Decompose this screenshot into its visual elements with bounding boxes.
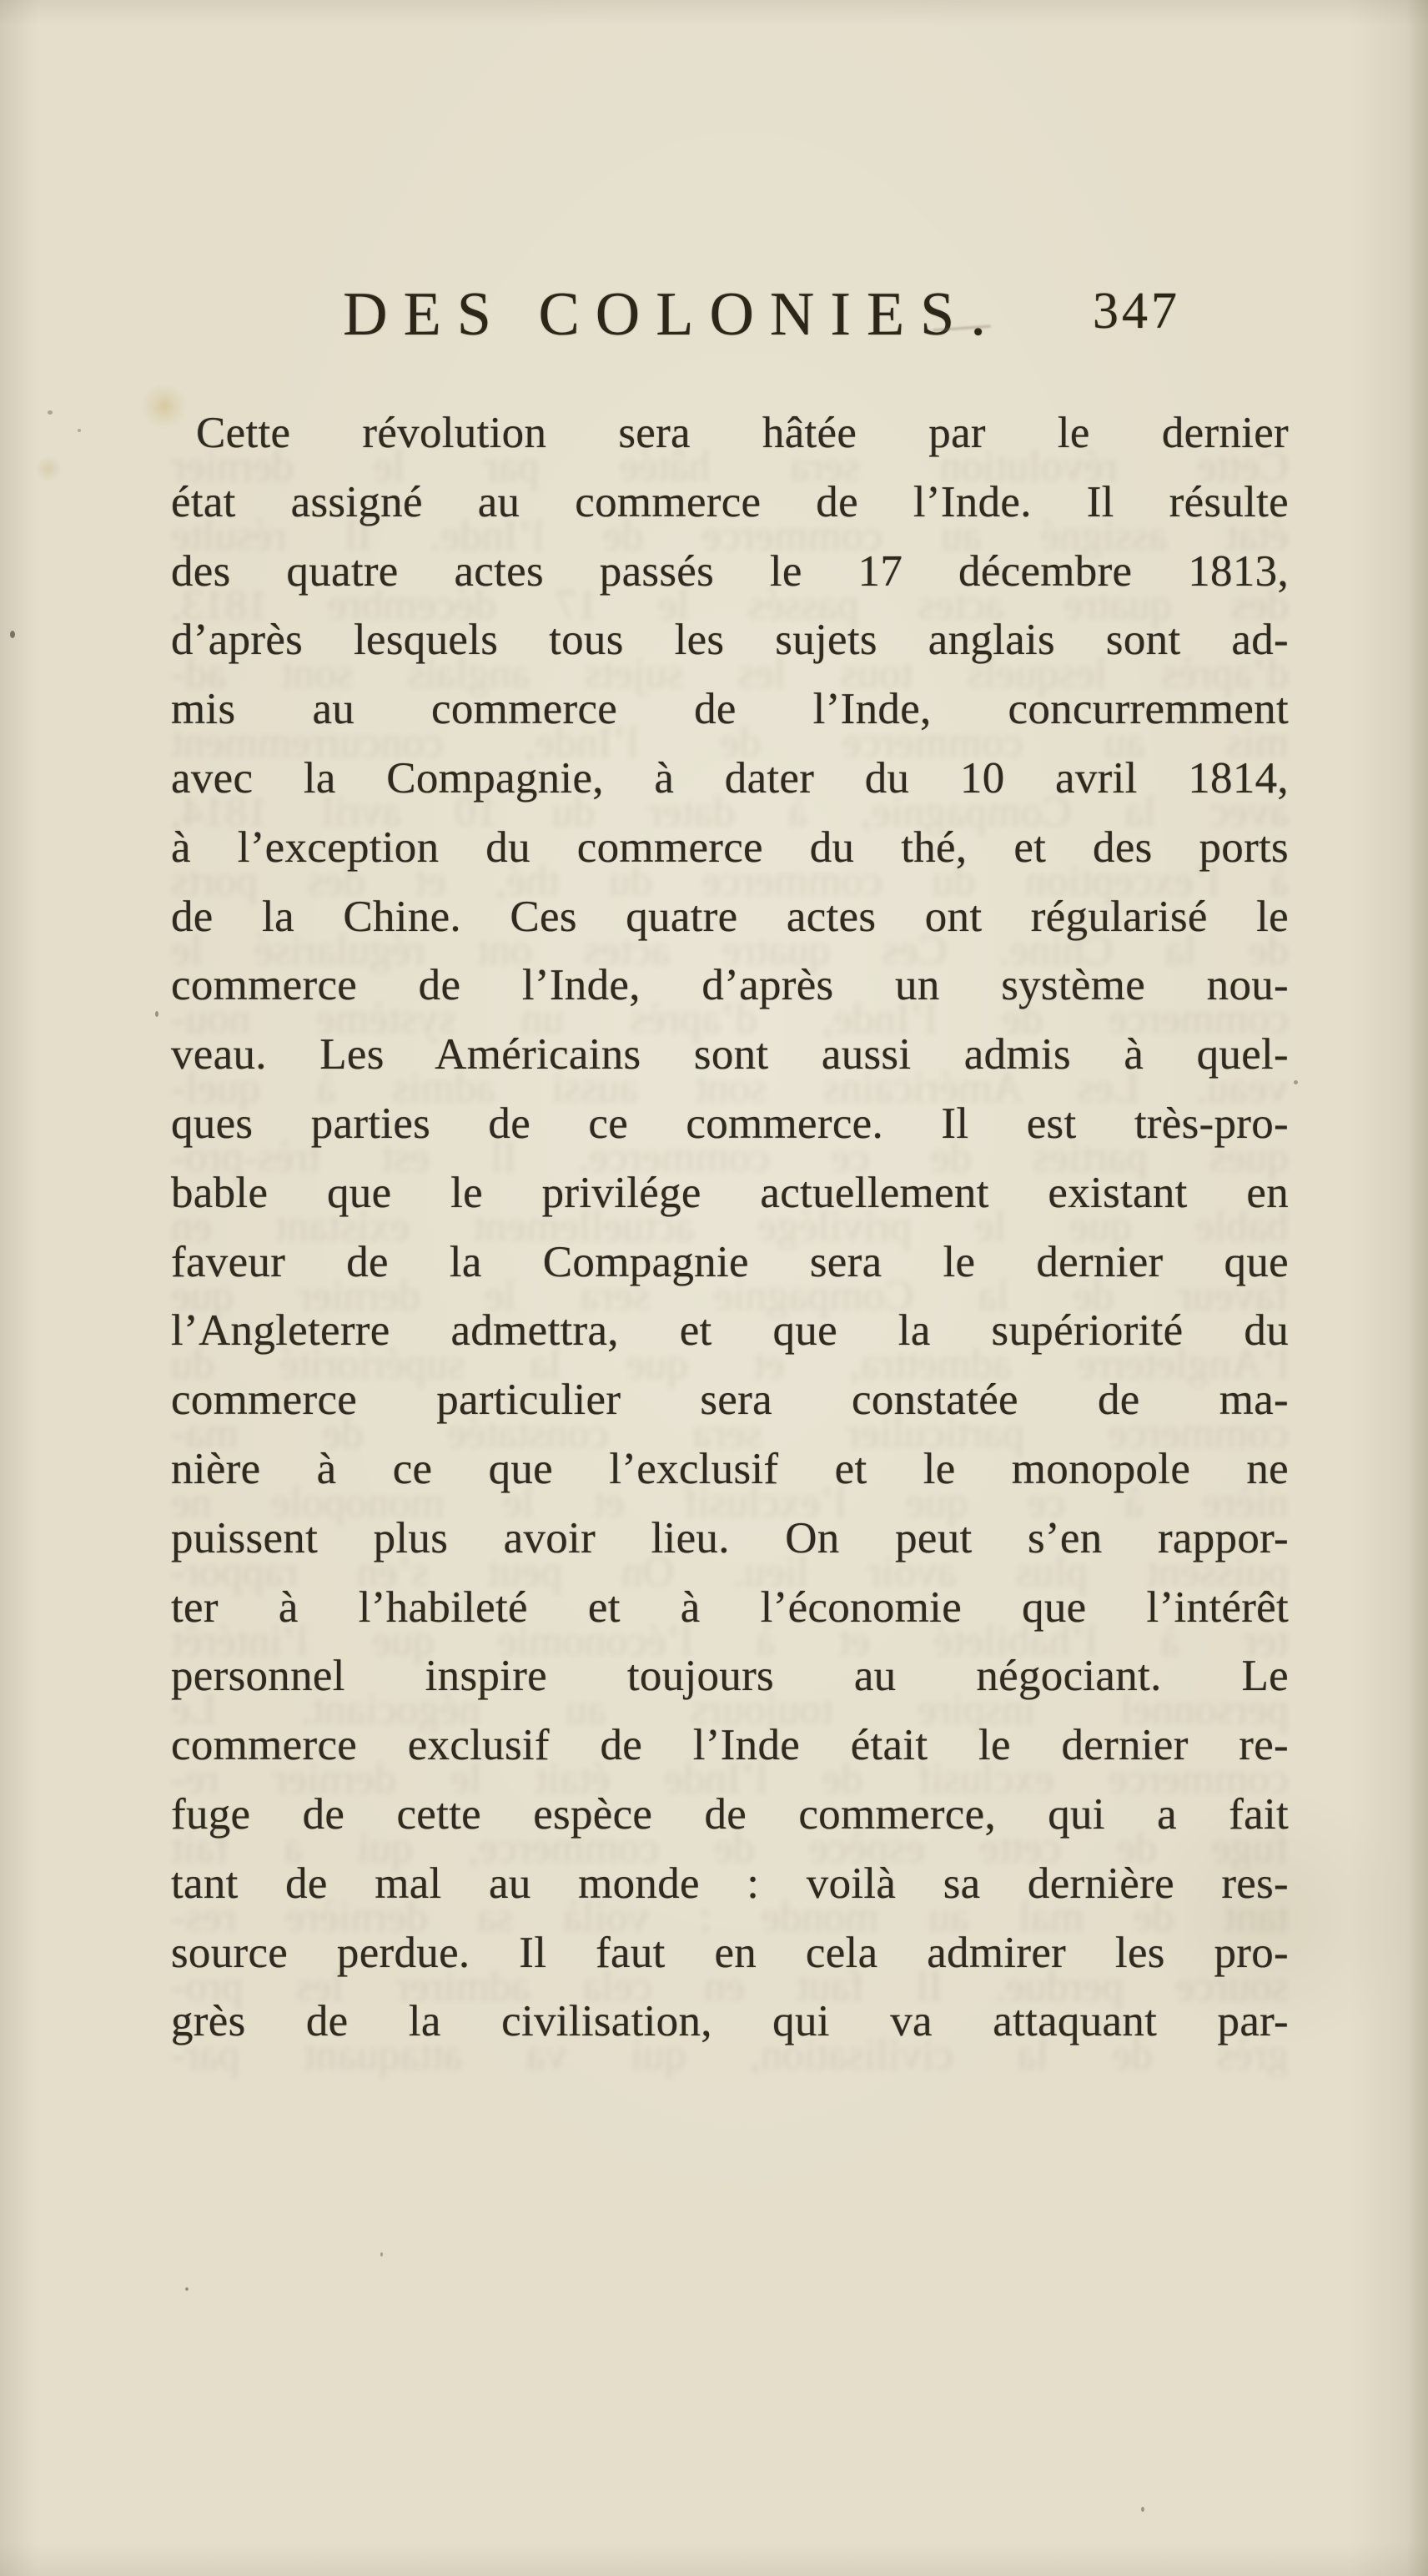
paper-speck: [380, 2252, 383, 2257]
paper-speck: [48, 410, 53, 415]
ghost-text-line: l’Angleterre admettra, et que la supériorité du: [171, 1341, 1289, 1389]
ghost-text-line: à l’exception du commerce du thé, et des ports: [171, 857, 1289, 905]
text-line: faveur de la Compagnie sera le dernier que: [171, 1237, 1289, 1286]
ghost-text-line: Cette révolution sera hâtée par le dernier: [171, 443, 1289, 491]
paper-speck: [10, 631, 15, 638]
ghost-text-line: personnel inspire toujours au négociant. Le: [171, 1686, 1289, 1734]
ghost-text-line: grès de la civilisation, qui va attaquant par-: [171, 2031, 1289, 2080]
paper-speck: [78, 429, 81, 432]
ghost-text-line: faveur de la Compagnie sera le dernier que: [171, 1271, 1289, 1320]
ghost-text-line: mis au commerce de l’Inde, concurremment: [171, 719, 1289, 767]
text-line: commerce exclusif de l’Inde était le dernier re-: [171, 1721, 1289, 1770]
paper-speck: [155, 1011, 158, 1017]
paper-speck: [185, 2287, 189, 2291]
ghost-text-line: source perdue. Il faut en cela admirer les pro-: [171, 1962, 1289, 2010]
text-line: nière à ce que l’exclusif et le monopole ne: [171, 1444, 1289, 1493]
text-line: ques parties de ce commerce. Il est très-pro-: [171, 1099, 1289, 1148]
page-number: 347: [1093, 283, 1180, 340]
ghost-text-line: veau. Les Américains sont aussi admis à quel-: [171, 1064, 1289, 1113]
text-line: veau. Les Américains sont aussi admis à quel-: [171, 1030, 1289, 1079]
text-line: grès de la civilisation, qui va attaquant par-: [171, 1997, 1289, 2046]
text-line: des quatre actes passés le 17 décembre 1813,: [171, 546, 1289, 596]
running-title: DES COLONIES.: [343, 280, 1002, 349]
text-line: fuge de cette espèce de commerce, qui a fait: [171, 1789, 1289, 1839]
ghost-text-line: tant de mal au monde : voilà sa dernière res-: [171, 1893, 1289, 1941]
ghost-text-line: bable que le privilége actuellement existant en: [171, 1202, 1289, 1250]
text-line: commerce particulier sera constatée de ma-: [171, 1376, 1289, 1425]
text-line: puissent plus avoir lieu. On peut s’en rappor-: [171, 1513, 1289, 1562]
ghost-text-line: fuge de cette espèce de commerce, qui a fait: [171, 1824, 1289, 1872]
text-line: source perdue. Il faut en cela admirer les pro-: [171, 1928, 1289, 1977]
text-line: l’Angleterre admettra, et que la supériorité du: [171, 1306, 1289, 1356]
text-line: Cette révolution sera hâtée par le dernier: [196, 409, 1289, 457]
text-line: état assigné au commerce de l’Inde. Il résulte: [171, 477, 1289, 526]
paper-speck: [1294, 1080, 1298, 1084]
text-line: mis au commerce de l’Inde, concurremment: [171, 685, 1289, 734]
text-line: d’après lesquels tous les sujets anglais sont ad-: [171, 616, 1289, 665]
ghost-text-line: de la Chine. Ces quatre actes ont régularisé le: [171, 926, 1289, 974]
ghost-text-line: avec la Compagnie, à dater du 10 avril 1814,: [171, 787, 1289, 836]
ghost-text-line: ques parties de ce commerce. Il est très-pro-: [171, 1133, 1289, 1181]
text-line: commerce de l’Inde, d’après un système nou-: [171, 961, 1289, 1010]
ghost-text-line: commerce particulier sera constatée de ma-: [171, 1410, 1289, 1458]
text-line: avec la Compagnie, à dater du 10 avril 1814,: [171, 753, 1289, 802]
ghost-text-line: ter à l’habileté et à l’économie que l’intérêt: [171, 1617, 1289, 1665]
ghost-text-line: état assigné au commerce de l’Inde. Il résulte: [171, 511, 1289, 560]
text-line: bable que le privilége actuellement existant en: [171, 1168, 1289, 1217]
ghost-text-line: nière à ce que l’exclusif et le monopole ne: [171, 1478, 1289, 1527]
paper-speck: [1141, 2507, 1144, 2512]
text-line: à l’exception du commerce du thé, et des ports: [171, 823, 1289, 872]
body-text: [171, 399, 1289, 2056]
text-line: ter à l’habileté et à l’économie que l’intérêt: [171, 1582, 1289, 1632]
ghost-text-line: des quatre actes passés le 17 décembre 1813,: [171, 581, 1289, 629]
ghost-text-line: puissent plus avoir lieu. On peut s’en rappor-: [171, 1547, 1289, 1596]
ghost-text-line: d’après lesquels tous les sujets anglais sont ad-: [171, 650, 1289, 698]
text-line: tant de mal au monde : voilà sa dernière res-: [171, 1859, 1289, 1908]
text-line: de la Chine. Ces quatre actes ont régularisé le: [171, 892, 1289, 941]
ghost-text-line: commerce exclusif de l’Inde était le dernier re-: [171, 1755, 1289, 1804]
ghost-text-line: commerce de l’Inde, d’après un système nou-: [171, 995, 1289, 1044]
text-line: personnel inspire toujours au négociant. Le: [171, 1652, 1289, 1701]
